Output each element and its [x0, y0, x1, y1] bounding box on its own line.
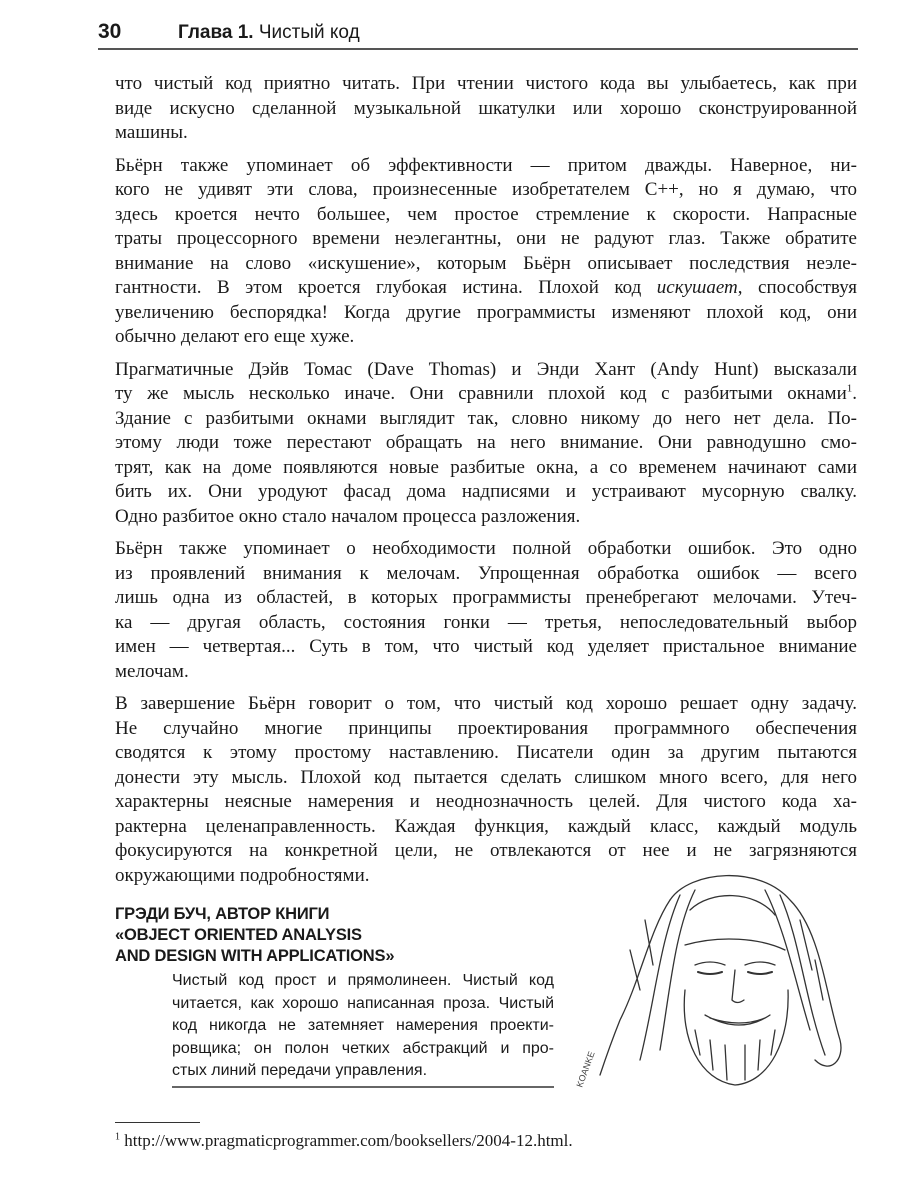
text-line: траты процессорного времени неэлегантны, они не радуют глаз. Также обратите	[115, 228, 857, 249]
text-line: Одно разбитое окно стало началом процесса разложения.	[115, 505, 581, 527]
text-line: трят, как на доме появляются новые разбитые окна, а со временем начинают сами	[115, 456, 857, 478]
text-line: Здание с разбитыми окнами выглядит так, словно никому до него нет дела. По-	[115, 407, 857, 429]
text-line: Не случайно многие принципы проектирования программного обеспечения	[115, 717, 857, 739]
text-line: ка — другая область, состояния гонки — третья, непоследовательный выбор	[115, 611, 857, 633]
text-line: сводятся к этому простому наставлению. Писатели один за другим пытаются	[115, 742, 857, 763]
paragraph-5	[115, 692, 857, 888]
quote-line: код никогда не затемняет намерения проекти-	[172, 1017, 554, 1034]
paragraph-2	[115, 154, 857, 350]
paragraph-3	[115, 358, 857, 530]
quote-line: ровщика; он полон четких абстракций и про-	[172, 1039, 554, 1057]
footnote	[115, 1131, 573, 1151]
quote-line: Чистый код прост и прямолинеен. Чистый код	[172, 972, 554, 989]
text-line: Бьёрн также упоминает о необходимости полной обработки ошибок. Это одно	[115, 538, 857, 559]
quote-rule	[172, 1086, 554, 1088]
text-line: характерны неясные намерения и неоднозначность целей. Для чистого кода ха-	[115, 791, 857, 812]
paragraph-1	[115, 72, 857, 146]
quote-line: читается, как хорошо написанная проза. Чистый	[172, 994, 554, 1012]
text-line: В завершение Бьёрн говорит о том, что чистый код хорошо решает одну задачу.	[115, 693, 857, 714]
footnote-url[interactable]: http://www.pragmaticprogrammer.com/booksellers/2004-12.html.	[124, 1131, 573, 1150]
text-line: мелочам.	[115, 660, 189, 682]
footnote-reference[interactable]: 1	[846, 382, 853, 395]
text-line: внимание на слово «искушение», которым Бьёрн описывает последствия неэле-	[115, 252, 857, 274]
text-segment: .	[852, 383, 857, 404]
header-rule	[98, 48, 858, 50]
text-line: что чистый код приятно читать. При чтении чистого кода вы улыбаетесь, как при	[115, 73, 857, 94]
text-line: донести эту мысль. Плохой код пытается сделать слишком много всего, для него	[115, 766, 857, 788]
text-line: этому люди тоже перестают обращать на него внимание. Они равнодушно смо-	[115, 432, 857, 453]
body-text	[115, 72, 857, 896]
text-line: имен — четвертая... Суть в том, что чистый код уделяет пристальное внимание	[115, 636, 857, 657]
quote-line: стых линий передачи управления.	[172, 1062, 428, 1079]
running-header	[98, 18, 858, 48]
text-segment: гантности. В этом кроется глубокая истина. Плохой код	[115, 277, 657, 298]
quote-heading-line: ГРЭДИ БУЧ, АВТОР КНИГИ	[115, 905, 330, 923]
text-line: увеличению беспорядка! Когда другие программисты изменяют плохой код, они	[115, 301, 857, 323]
quote-text	[172, 970, 554, 1083]
text-line: Прагматичные Дэйв Томас (Dave Thomas) и Энди Хант (Andy Hunt) высказали	[115, 358, 857, 380]
text-line: фокусируются на конкретной цели, не отвлекаются от нее и не загрязняются	[115, 840, 857, 861]
text-line: здесь кроется нечто большее, чем простое стремление к скорости. Напрасные	[115, 203, 857, 225]
text-line: бить их. Они уродуют фасад дома надписями и устраивают мусорную свалку.	[115, 481, 857, 502]
text-line: виде искусно сделанной музыкальной шкатулки или хорошо сконструированной	[115, 97, 857, 119]
chapter-title	[178, 22, 360, 44]
artist-signature: KOANKE	[574, 1050, 597, 1089]
italic-word: искушает	[656, 277, 738, 298]
page-number: 30	[98, 20, 122, 43]
text-line: лишь одна из областей, в которых программисты пренебрегают мелочами. Утеч-	[115, 587, 857, 608]
text-line: Бьёрн также упоминает об эффективности — притом дважды. Наверное, ни-	[115, 154, 857, 176]
quote-heading-line: «OBJECT ORIENTED ANALYSIS	[115, 926, 362, 944]
portrait-sketch	[560, 860, 860, 1105]
text-segment: , способствуя	[737, 277, 858, 298]
text-line: рактерна целенаправленность. Каждая функция, каждый класс, каждый модуль	[115, 815, 857, 837]
text-line: окружающими подробностями.	[115, 864, 370, 886]
text-line: обычно делают его еще хуже.	[115, 326, 355, 347]
footnote-mark: 1	[115, 1131, 120, 1143]
quote-heading	[115, 904, 394, 967]
text-line: кого не удивят эти слова, произнесенные изобретателем C++, но я думаю, что	[115, 179, 857, 200]
paragraph-4	[115, 537, 857, 684]
chapter-label: Глава 1.	[178, 22, 254, 43]
chapter-name: Чистый код	[258, 22, 360, 43]
text-line	[115, 276, 857, 301]
text-line: машины.	[115, 122, 188, 143]
footnote-rule	[115, 1122, 200, 1123]
quote-heading-line: AND DESIGN WITH APPLICATIONS»	[115, 947, 395, 965]
text-line: из проявлений внимания к мелочам. Упрощенная обработка ошибок — всего	[115, 562, 857, 584]
text-segment: ту же мысль несколько иначе. Они сравнили плохой код с разбитыми окнами	[115, 383, 847, 404]
text-line	[115, 382, 857, 407]
